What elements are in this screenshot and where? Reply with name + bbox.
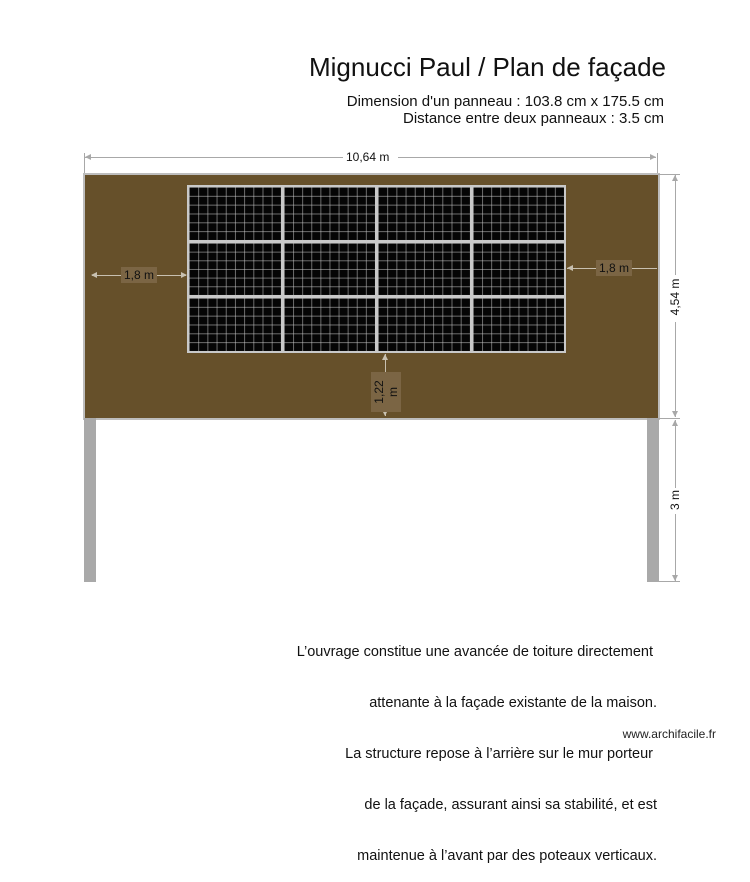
panel-dimension-text: Dimension d'un panneau : 103.8 cm x 175.5 cm (346, 93, 664, 110)
panel-spacing-text: Distance entre deux panneaux : 3.5 cm (403, 110, 664, 127)
arrow-down-icon (672, 411, 678, 417)
total-width-label: 10,64 m (346, 150, 390, 164)
description-line: L’ouvrage constitue une avancée de toiture directement (296, 644, 653, 660)
post-left (84, 418, 96, 582)
arrow-right-icon (181, 272, 187, 278)
description-line: maintenue à l’avant par des poteaux verticaux. (357, 848, 657, 864)
description-text (297, 610, 657, 882)
arrow-left-icon (91, 272, 97, 278)
post-height-label: 3 m (668, 490, 682, 511)
description-line: attenante à la façade existante de la maison. (369, 695, 657, 711)
dimension-line (85, 157, 343, 158)
arrow-right-icon (650, 154, 656, 160)
solar-panel (189, 298, 281, 351)
solar-panel (378, 298, 470, 351)
solar-panel-array (187, 185, 566, 353)
solar-panel (189, 187, 281, 240)
arrow-left-icon (85, 154, 91, 160)
solar-panel (284, 298, 376, 351)
solar-panel (473, 187, 565, 240)
solar-panel (378, 243, 470, 296)
bottom-margin-label: 1,22 m (371, 372, 401, 412)
description-line: de la façade, assurant ainsi sa stabilité, et est (364, 797, 657, 813)
arrow-up-icon (382, 354, 388, 360)
arrow-down-icon (672, 575, 678, 581)
dimension-line (675, 420, 676, 488)
solar-panel (378, 187, 470, 240)
extension-line-right (657, 153, 658, 173)
left-margin-label: 1,8 m (121, 267, 157, 283)
arrow-up-icon (672, 420, 678, 426)
arrow-left-icon (567, 265, 573, 271)
dimension-line (675, 514, 676, 581)
arrow-up-icon (672, 175, 678, 181)
solar-panel (473, 298, 565, 351)
solar-panel (284, 187, 376, 240)
dimension-line (398, 157, 656, 158)
right-margin-label: 1,8 m (596, 260, 632, 276)
post-right (647, 418, 659, 582)
page-title: Mignucci Paul / Plan de façade (309, 52, 666, 82)
extension-line-bottom (658, 418, 680, 419)
dimension-line (675, 175, 676, 275)
solar-panel (189, 243, 281, 296)
solar-panel (473, 243, 565, 296)
solar-panel (284, 243, 376, 296)
description-line: La structure repose à l’arrière sur le mur porteur (345, 746, 653, 762)
extension-line-bottom (659, 581, 680, 582)
roof-height-label: 4,54 m (668, 278, 682, 316)
credit-link[interactable]: www.archifacile.fr (622, 727, 716, 741)
dimension-line (675, 322, 676, 417)
